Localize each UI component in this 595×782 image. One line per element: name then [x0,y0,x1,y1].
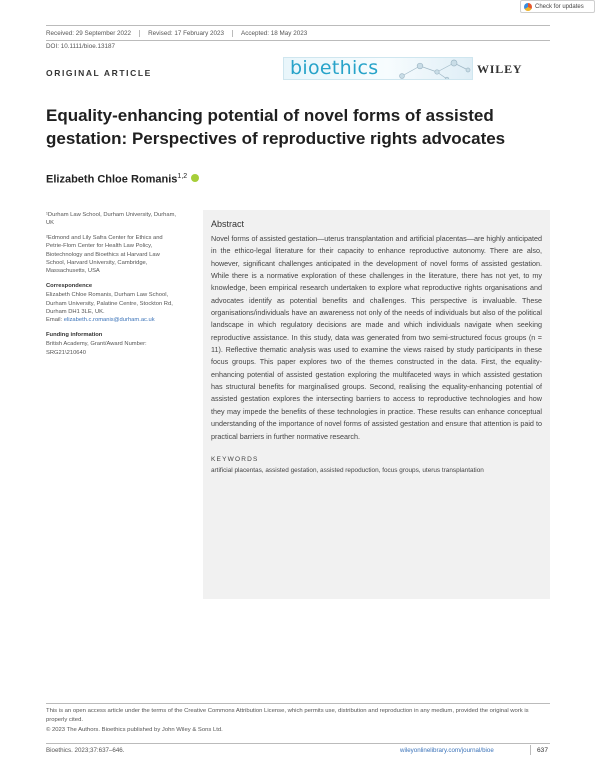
article-dates [46,25,550,41]
orcid-icon[interactable] [191,174,199,182]
keywords-list: artificial placentas, assisted gestation, assisted repoduction, focus groups, uterus transplantation [211,466,484,474]
abstract-heading: Abstract [211,219,245,229]
crossmark-icon [524,3,532,11]
article-type: ORIGINAL ARTICLE [46,68,152,78]
doi[interactable]: DOI: 10.1111/bioe.13187 [46,43,115,50]
correspondence-heading: Correspondence [46,282,93,289]
funding-text: British Academy, Grant/Award Number: SRG21\210640 [46,341,147,356]
journal-citation: Bioethics. 2023;37:637–646. [46,747,125,754]
received-date: Received: 29 September 2022 [46,30,140,37]
journal-site-link[interactable]: wileyonlinelibrary.com/journal/bioe [400,747,494,754]
email-label: Email: [46,317,63,324]
funding-heading: Funding information [46,331,103,338]
copyright-text: © 2023 The Authors. Bioethics published by John Wiley & Sons Ltd. [46,727,223,733]
correspondence-text: Elizabeth Chloe Romanis, Durham Law School, Durham University, Palatine Centre, Stockton Rd, Durham DH1 3LE, UK. [46,292,173,316]
page-separator [530,745,531,755]
revised-date: Revised: 17 February 2023 [140,30,233,37]
journal-banner [283,57,473,80]
article-title: Equality-enhancing potential of novel forms of assisted gestation: Perspectives of reproductive rights advocates [46,106,506,148]
page-number: 637 [537,747,549,754]
license-text: This is an open access article under the terms of the Creative Commons Attribution License, which permits use, distribution and reproduction in any medium, provided the original work is properly cited. [46,708,529,723]
bottom-divider [46,743,550,744]
abstract-box [203,210,550,599]
footer-divider [46,703,550,704]
author-line [46,173,199,186]
check-for-updates-badge[interactable] [520,0,595,13]
journal-name: bioethics [290,57,379,79]
check-updates-label: Check for updates [535,3,584,10]
publisher-logo: WILEY [477,62,523,76]
affiliation-1: ¹Durham Law School, Durham University, Durham, UK [46,212,177,227]
keywords-heading: KEYWORDS [211,455,259,463]
accepted-date: Accepted: 18 May 2023 [241,29,308,37]
molecule-decoration-icon [392,58,472,80]
abstract-text: Novel forms of assisted gestation—uterus transplantation and artificial placentas—are highly anticipated in the ethico-legal literature for their capacity to enhance reproductive autonomy. There are also, however, significant challenges anticipated in the development of novel forms of assisted gestation. While there is a normative exploration of these challenges in the literature, there has not yet, to my knowledge, been empirical research undertaken to explore what reproductive rights organisations and advocates identify as potential benefits and challenges. This perspective is invaluable. These organisations/individuals have an awareness not only of the needs of individuals but also of the political landscape in which regulatory decisions are made and which individuals navigate when seeking reproductive assistance. In this study, data was generated from two semi-structured focus groups (n = 11). Reflective thematic analysis was used to examine the views raised by study participants in these focus groups. This paper explores two of the themes constructed in the data. First, the equality-enhancing potential of assisted gestation exploring the multifaceted ways in which assisted gestation has structural benefits for marginalised groups. Second, realising the equality-enhancing potential of assisted gestation explores the intersecting barriers to access to reproductive technologies and how they may impede the benefits of these technologies in practice. These results can enhance conceptual understanding of the importance of novel forms of assisted gestation and ensure that attention is paid to practical barriers in further normative research. [211,234,542,441]
author-name[interactable]: Elizabeth Chloe Romanis [46,173,178,186]
affiliation-2: ²Edmond and Lily Safra Center for Ethics and Petrie-Flom Center for Health Law Policy, Biotechnology and Bioethics at Harvard Law School, Harvard University, Cambridge, Massachusetts, USA [46,234,163,275]
email-link[interactable]: elizabeth.c.romanis@durham.ac.uk [63,317,155,324]
author-info-column [46,211,178,363]
affiliation-marks: 1,2 [177,173,188,180]
